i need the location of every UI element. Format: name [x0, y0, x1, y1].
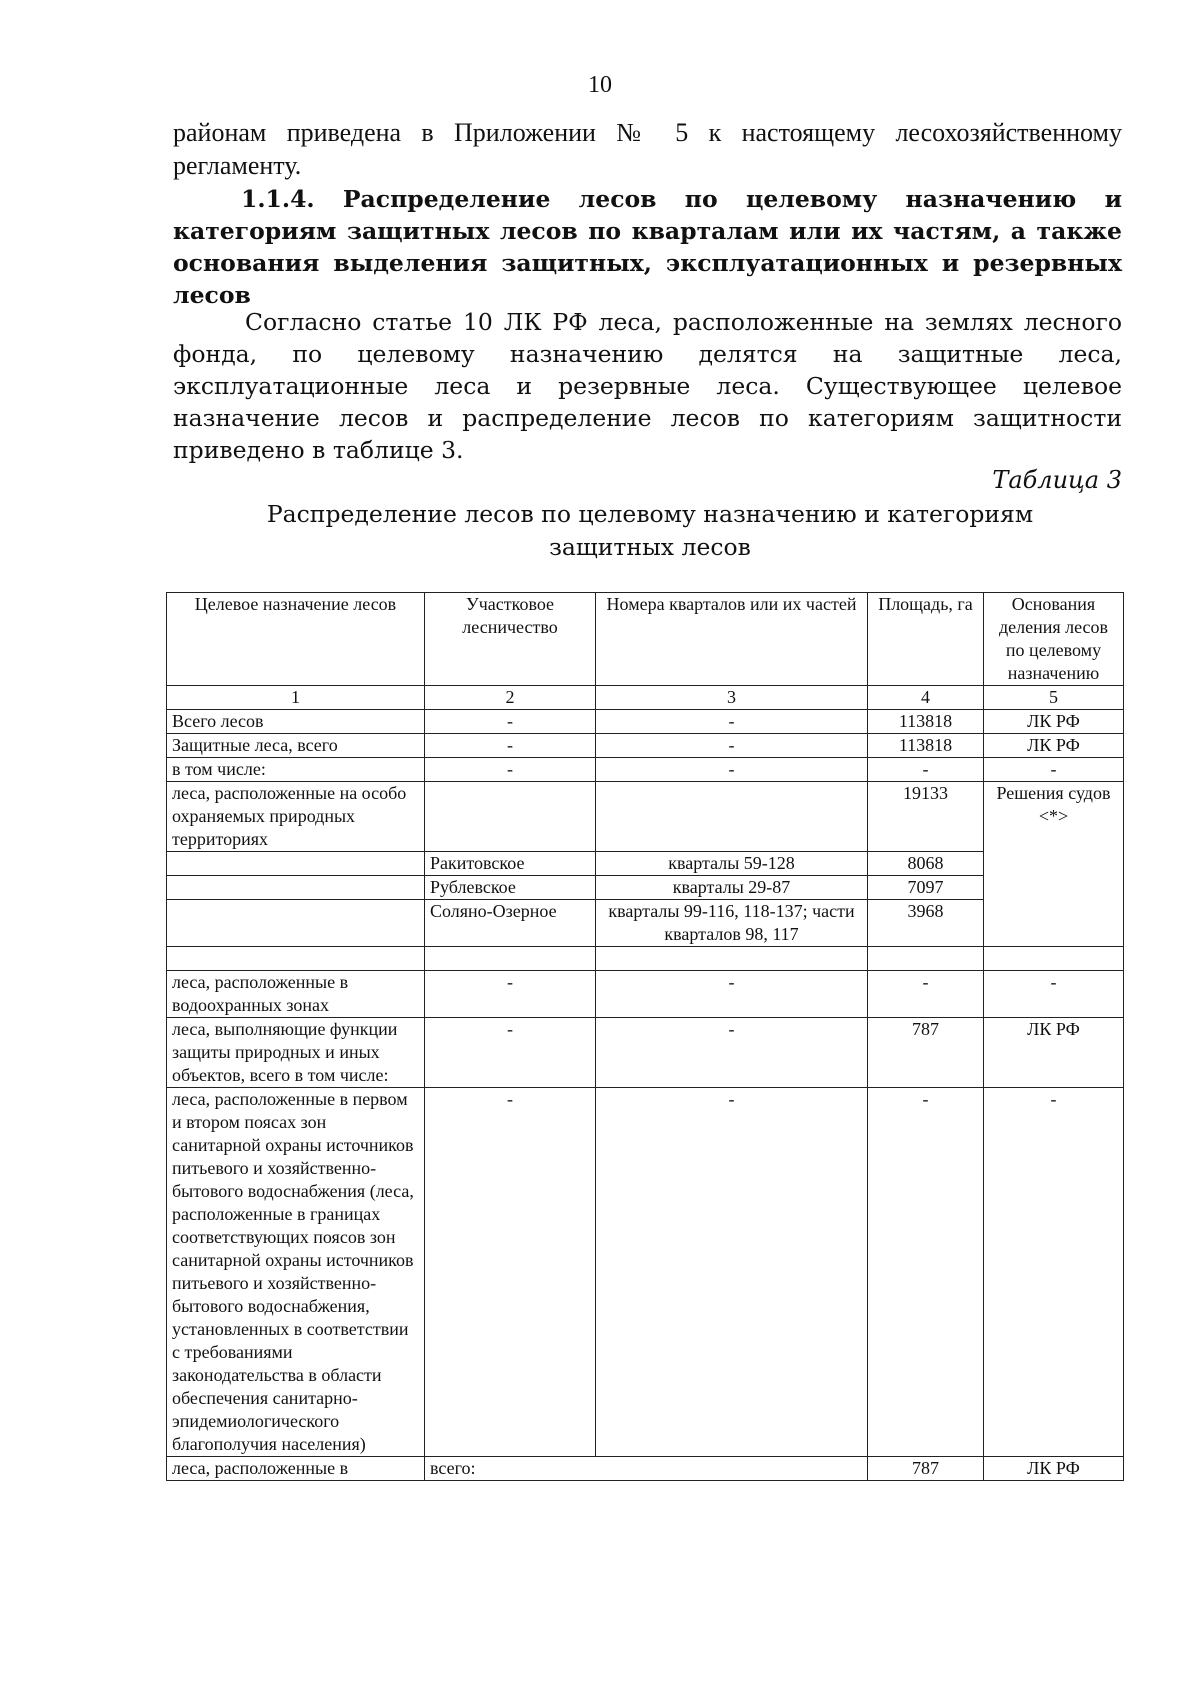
page-number: 10 — [588, 72, 612, 98]
table-row — [167, 710, 1124, 734]
cell-basis: Решения судов <*> — [984, 782, 1124, 947]
table-row — [167, 852, 1124, 876]
column-number-row — [167, 686, 1124, 710]
table-row — [167, 900, 1124, 947]
cell-purpose: Защитные леса, всего — [167, 734, 425, 758]
cell-quarters: кварталы 29-87 — [596, 876, 868, 900]
cell-purpose: Всего лесов — [167, 710, 425, 734]
cell-quarters — [596, 947, 868, 971]
cell-purpose: в том числе: — [167, 758, 425, 782]
cell-purpose — [167, 900, 425, 947]
cell-quarters: - — [596, 710, 868, 734]
cell-area: - — [868, 758, 984, 782]
cell-area: 787 — [868, 1457, 984, 1481]
cell-basis: ЛК РФ — [984, 734, 1124, 758]
table-row — [167, 734, 1124, 758]
cell-purpose: леса, расположенные в — [167, 1457, 425, 1481]
cell-basis: ЛК РФ — [984, 1018, 1124, 1088]
cell-quarters: - — [596, 734, 868, 758]
cell-forestry: - — [425, 734, 596, 758]
intro-paragraph: районам приведена в Приложении № 5 к настоящему лесохозяйственному регламенту. — [173, 118, 1122, 180]
section-heading: 1.1.4. Распределение лесов по целевому назначению и категориям защитных лесов по кварталам или их частям, а также основания выделения защитных, эксплуатационных и резервных лесов — [173, 185, 1122, 309]
cell-area — [868, 947, 984, 971]
table-row — [167, 758, 1124, 782]
cell-forestry: - — [425, 1018, 596, 1088]
cell-area: 8068 — [868, 852, 984, 876]
forest-distribution-table — [166, 592, 1124, 1481]
cell-quarters: кварталы 59-128 — [596, 852, 868, 876]
table-row — [167, 971, 1124, 1018]
cell-forestry: Соляно-Озерное — [425, 900, 596, 947]
table-row — [167, 947, 1124, 971]
table-row — [167, 1088, 1124, 1457]
body-paragraph: Согласно статье 10 ЛК РФ леса, расположенные на землях лесного фонда, по целевому назначению делятся на защитные леса, эксплуатационные леса и резервные леса. Существующее целевое назначение лесов и распределение лесов по категориям защитности приведено в таблице 3. — [173, 308, 1122, 464]
cell-basis: - — [984, 971, 1124, 1018]
column-number: 5 — [984, 686, 1124, 710]
cell-purpose: леса, расположенные в водоохранных зонах — [167, 971, 425, 1018]
cell-basis: - — [984, 1088, 1124, 1457]
cell-total-label: всего: — [425, 1457, 868, 1481]
cell-forestry: - — [425, 1088, 596, 1457]
cell-area: 113818 — [868, 734, 984, 758]
cell-area: 19133 — [868, 782, 984, 852]
cell-quarters: - — [596, 971, 868, 1018]
header-quarters: Номера кварталов или их частей — [596, 593, 868, 686]
cell-quarters: кварталы 99-116, 118-137; части кварталов 98, 117 — [596, 900, 868, 947]
table-row — [167, 1018, 1124, 1088]
cell-quarters: - — [596, 758, 868, 782]
cell-forestry: - — [425, 758, 596, 782]
header-forestry: Участковое лесничество — [425, 593, 596, 686]
table-row — [167, 876, 1124, 900]
table-row — [167, 782, 1124, 852]
cell-quarters: - — [596, 1018, 868, 1088]
table-label: Таблица 3 — [992, 466, 1122, 494]
table-row — [167, 1457, 1124, 1481]
cell-basis: ЛК РФ — [984, 1457, 1124, 1481]
cell-forestry — [425, 947, 596, 971]
cell-basis: - — [984, 758, 1124, 782]
table-header-row — [167, 593, 1124, 686]
cell-area: 7097 — [868, 876, 984, 900]
column-number: 1 — [167, 686, 425, 710]
cell-basis: ЛК РФ — [984, 710, 1124, 734]
cell-forestry: Ракитовское — [425, 852, 596, 876]
cell-area: - — [868, 1088, 984, 1457]
cell-basis — [984, 947, 1124, 971]
cell-area: - — [868, 971, 984, 1018]
cell-forestry: Рублевское — [425, 876, 596, 900]
column-number: 4 — [868, 686, 984, 710]
cell-quarters: - — [596, 1088, 868, 1457]
header-area: Площадь, га — [868, 593, 984, 686]
header-basis: Основания деления лесов по целевому назначению — [984, 593, 1124, 686]
cell-quarters — [596, 782, 868, 852]
cell-purpose: леса, расположенные на особо охраняемых природных территориях — [167, 782, 425, 852]
column-number: 3 — [596, 686, 868, 710]
cell-purpose: леса, выполняющие функции защиты природных и иных объектов, всего в том числе: — [167, 1018, 425, 1088]
cell-purpose — [167, 876, 425, 900]
cell-area: 787 — [868, 1018, 984, 1088]
column-number: 2 — [425, 686, 596, 710]
cell-area: 113818 — [868, 710, 984, 734]
table-caption: Распределение лесов по целевому назначению и категориям защитных лесов — [266, 500, 1034, 561]
header-purpose: Целевое назначение лесов — [167, 593, 425, 686]
cell-forestry — [425, 782, 596, 852]
cell-purpose — [167, 852, 425, 876]
cell-area: 3968 — [868, 900, 984, 947]
cell-purpose — [167, 947, 425, 971]
cell-forestry: - — [425, 710, 596, 734]
cell-purpose: леса, расположенные в первом и втором поясах зон санитарной охраны источников питьевого и хозяйственно-бытового водоснабжения (леса, расположенные в границах соответствующих поясов зон санитарной охраны источников питьевого и хозяйственно-бытового водоснабжения, установленных в соответствии с требованиями законодательства в области обеспечения санитарно-эпидемиологического благополучия населения) — [167, 1088, 425, 1457]
cell-forestry: - — [425, 971, 596, 1018]
